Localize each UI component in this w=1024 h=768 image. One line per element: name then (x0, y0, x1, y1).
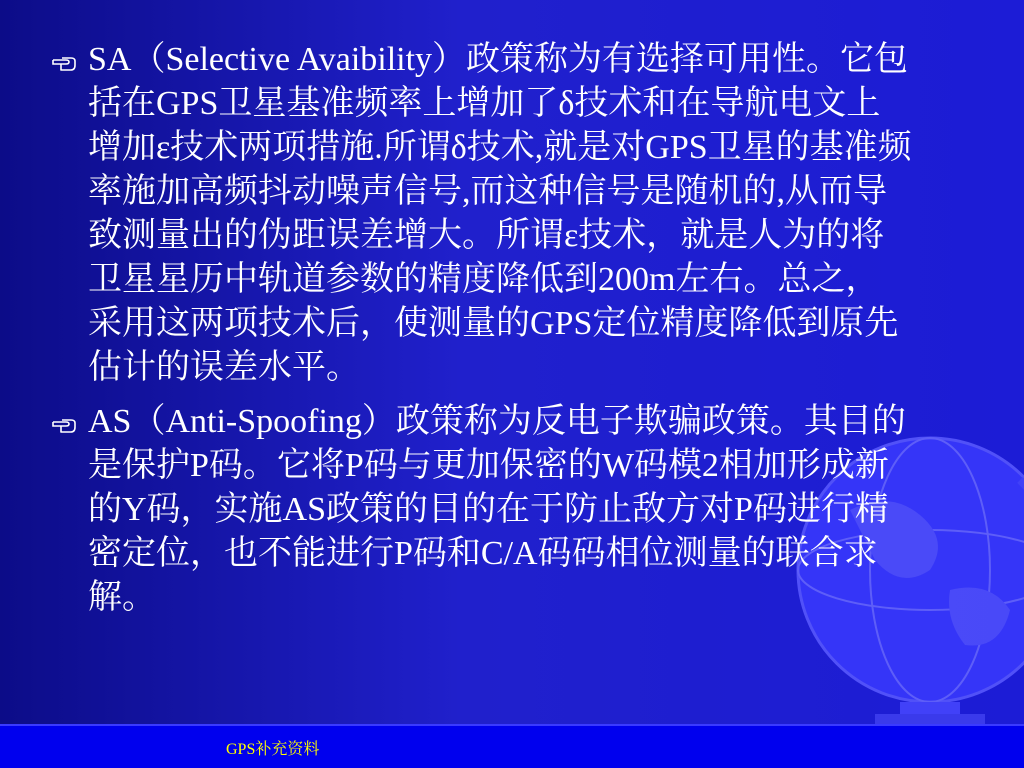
slide-content (52, 38, 912, 630)
bullet-text-sa: SA（Selective Avaibility）政策称为有选择可用性。它包括在GPS卫星基准频率上增加了δ技术和在导航电文上增加ε技术两项措施.所谓δ技术,就是对GPS卫星的基准频率施加高频抖动噪声信号,而这种信号是随机的,从而导致测量出的伪距误差增大。所谓ε技术，就是人为的将卫星星历中轨道参数的精度降低到200m左右。总之，采用这两项技术后，使测量的GPS定位精度降低到原先估计的误差水平。 (88, 41, 912, 386)
bullet-text-as: AS（Anti-Spoofing）政策称为反电子欺骗政策。其目的是保护P码。它将P码与更加保密的W码模2相加形成新的Y码，实施AS政策的目的在于防止敌方对P码进行精密定位，也不能进行P码和C/A码码相位测量的联合求解。 (88, 403, 906, 616)
pointing-hand-icon (52, 414, 78, 434)
footer-title: GPS补充资料 (226, 741, 320, 758)
bullet-item-as (52, 400, 912, 620)
pointing-hand-icon (52, 52, 78, 72)
footer-divider (0, 724, 1024, 726)
bullet-item-sa (52, 38, 912, 390)
footer-bar (0, 724, 1024, 768)
